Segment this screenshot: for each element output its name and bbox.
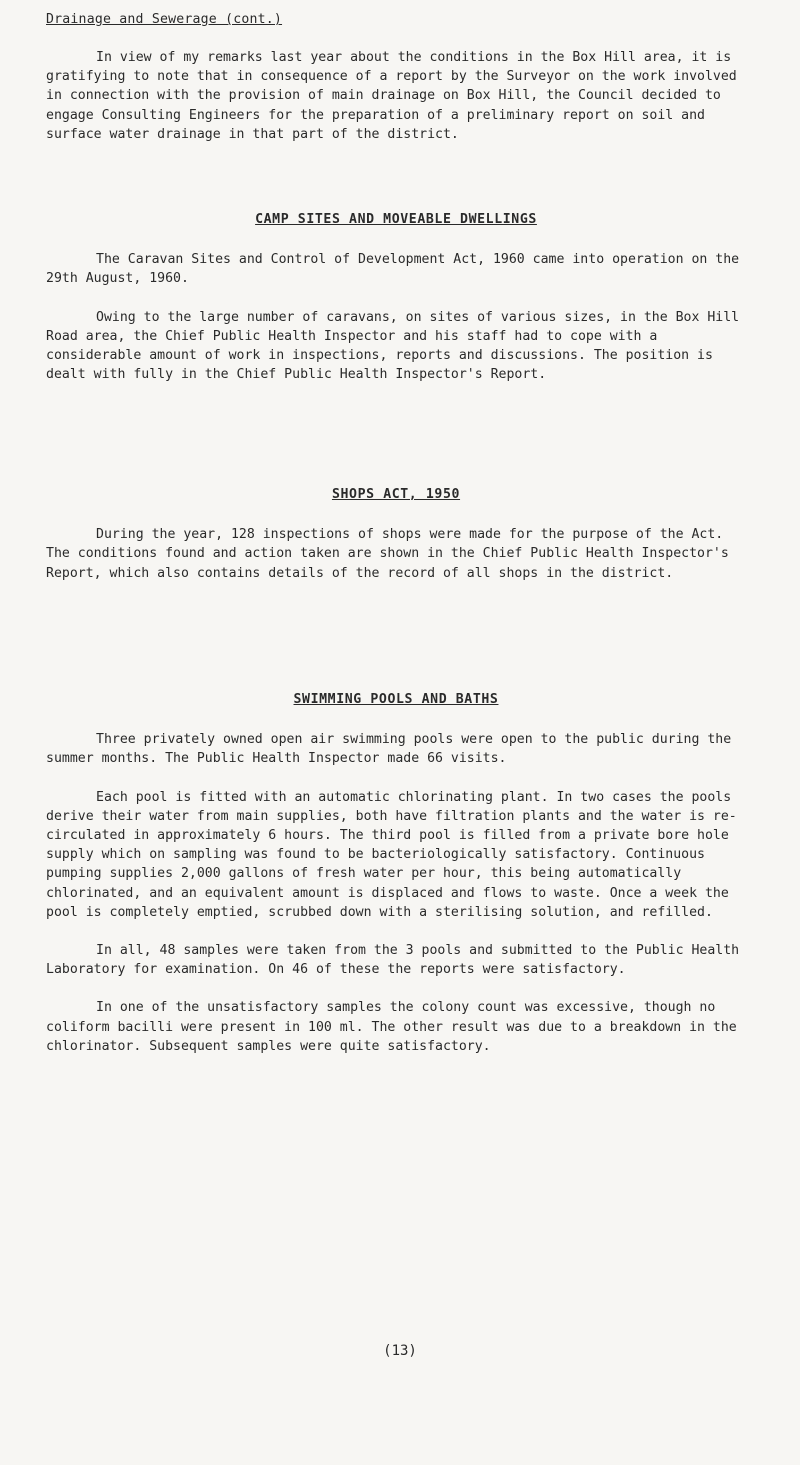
paragraph: Each pool is fitted with an automatic chlorinating plant. In two cases the pools derive their water from main supplies, both have filtration plants and the water is re-circulated in approximately 6 hours. The third pool is filled from a private bore hole supply which on sampling was found to be bacteriologically satisfactory. Continuous pumping supplies 2,000 gallons of fresh water per hour, this being automatically chlorinated, and an equivalent amount is displaced and flows to waste. Once a week the pool is completely emptied, scrubbed down with a sterilising solution, and refilled. [46,789,737,920]
section-swimming-pools [46,690,746,1056]
section-camp-sites [46,210,746,384]
running-head: Drainage and Sewerage (cont.) [46,12,283,27]
paragraph: The Caravan Sites and Control of Development Act, 1960 came into operation on the 29th August, 1960. [46,252,740,287]
page-number: (13) [383,1343,417,1359]
section-shops-act [46,485,746,583]
paragraph: Owing to the large number of caravans, on sites of various sizes, in the Box Hill Road area, the Chief Public Health Inspector and his staff had to cope with a considerable amount of work in inspections, reports and discussions. The position is dealt with fully in the Chief Public Health Inspector's Report. [46,309,740,383]
paragraph: Three privately owned open air swimming pools were open to the public during the summer months. The Public Health Inspector made 66 visits. [46,732,732,767]
paragraph: During the year, 128 inspections of shops were made for the purpose of the Act. The conditions found and action taken are shown in the Chief Public Health Inspector's Report, which also contains details of the record of all shops in the district. [46,527,729,581]
paragraph: In one of the unsatisfactory samples the colony count was excessive, though no coliform bacilli were present in 100 ml. The other result was due to a breakdown in the chlorinator. Subsequent samples were quite satisfactory. [46,1000,737,1054]
section-drainage [46,48,746,144]
paragraph: In view of my remarks last year about the conditions in the Box Hill area, it is gratifying to note that in consequence of a report by the Surveyor on the work involved in connection with the provision of main drainage on Box Hill, the Council decided to engage Consulting Engineers for the preparation of a preliminary report on soil and surface water drainage in that part of the district. [46,50,737,142]
section-heading: SHOPS ACT, 1950 [331,487,461,502]
section-heading: CAMP SITES AND MOVEABLE DWELLINGS [255,212,537,227]
paragraph: In all, 48 samples were taken from the 3 pools and submitted to the Public Health Laboratory for examination. On 46 of these the reports were satisfactory. [46,943,740,978]
section-heading: SWIMMING POOLS AND BATHS [293,692,499,707]
